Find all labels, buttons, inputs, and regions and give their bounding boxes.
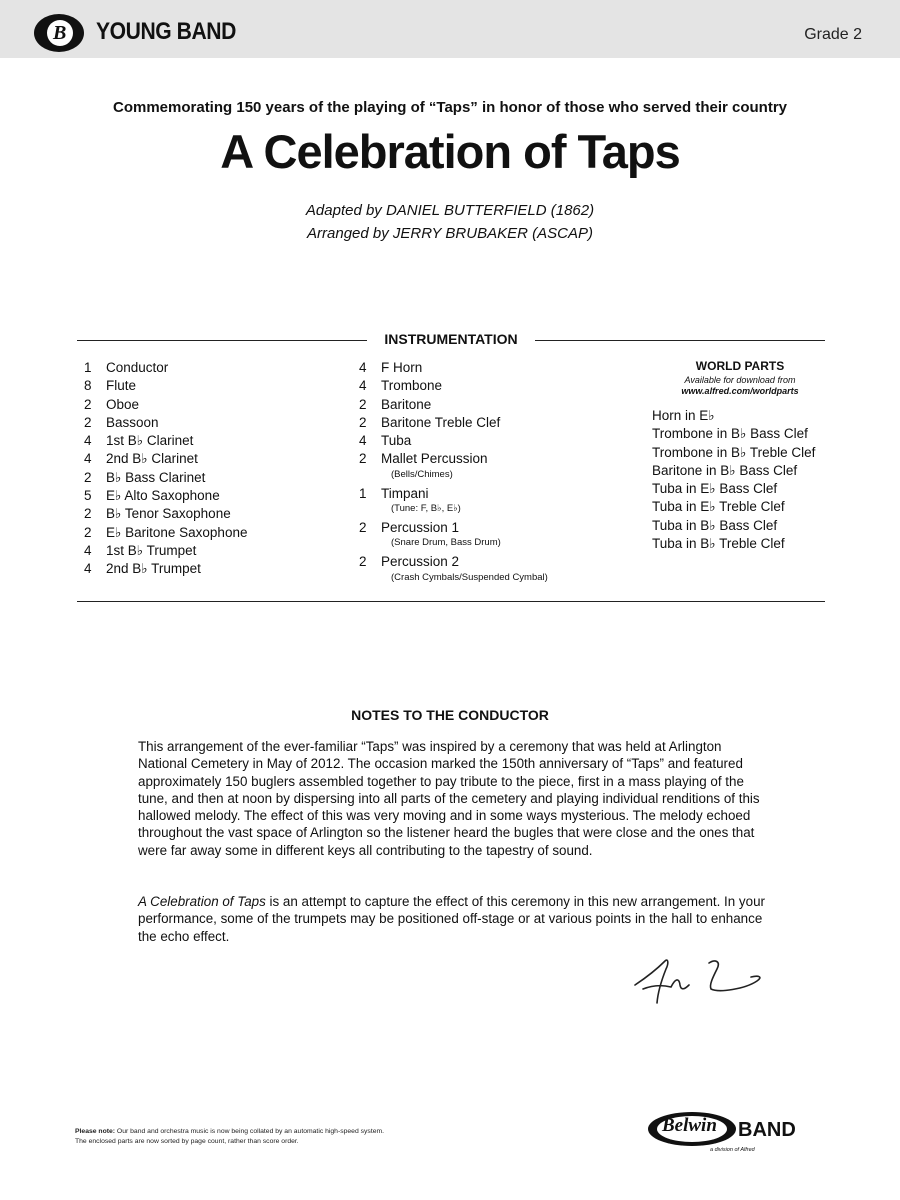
instrument-quantity: 4 — [359, 433, 367, 449]
series-name: YOUNG BAND — [96, 18, 236, 45]
instrument-row — [359, 553, 619, 571]
world-parts-list — [652, 407, 840, 553]
collation-footnote — [75, 1127, 384, 1147]
instrument-quantity: 1 — [359, 485, 367, 501]
instrument-row — [359, 432, 619, 450]
instrument-row — [359, 414, 619, 432]
instrument-row — [84, 487, 344, 505]
instrument-name: Conductor — [106, 360, 169, 375]
page-title: A Celebration of Taps — [220, 125, 680, 178]
world-part-item: Horn in E♭ — [652, 408, 715, 423]
header-band — [0, 0, 900, 58]
instrument-row — [84, 542, 344, 560]
world-parts-url: www.alfred.com/worldparts — [681, 386, 799, 396]
instrument-name: 1st B♭ Trumpet — [106, 542, 197, 558]
world-part-item: Tuba in E♭ Treble Clef — [652, 499, 785, 515]
instrument-row — [84, 396, 344, 414]
instrument-quantity: 2 — [359, 414, 367, 430]
instrument-quantity: 2 — [84, 506, 92, 522]
world-parts-box — [640, 359, 840, 553]
footnote-line-2: The enclosed parts are now sorted by page count, rather than score order. — [75, 1138, 299, 1145]
instrument-name: E♭ Alto Saxophone — [106, 488, 220, 504]
series-logo-icon: B — [34, 14, 84, 52]
world-part-item: Baritone in B♭ Bass Clef — [652, 462, 798, 478]
instrument-quantity: 4 — [84, 451, 92, 467]
instrument-quantity: 8 — [84, 378, 92, 394]
grade-label: Grade 2 — [804, 26, 862, 43]
instrument-name: B♭ Bass Clarinet — [106, 469, 206, 485]
instrument-name: Percussion 1 — [381, 520, 460, 536]
instrument-row — [84, 359, 344, 377]
instrument-name: Baritone Treble Clef — [381, 414, 501, 430]
instrument-row — [359, 396, 619, 414]
footnote-label: Please note: — [75, 1128, 116, 1135]
instrument-list-column-1 — [84, 359, 344, 579]
world-part-item: Tuba in B♭ Bass Clef — [652, 517, 778, 533]
instrument-row — [359, 519, 619, 537]
instrument-row — [84, 524, 344, 542]
instrument-detail: (Bells/Chimes) — [391, 468, 453, 480]
instrument-name: 2nd B♭ Trumpet — [106, 561, 201, 577]
instrument-quantity: 4 — [84, 433, 92, 449]
world-part-item: Trombone in B♭ Treble Clef — [652, 444, 816, 460]
instrument-name: Mallet Percussion — [381, 451, 488, 467]
instrument-name: Oboe — [106, 396, 140, 412]
instrument-row — [84, 377, 344, 395]
instrument-row — [84, 560, 344, 578]
instrument-detail: (Tune: F, B♭, E♭) — [391, 503, 461, 515]
instrument-quantity: 4 — [84, 561, 92, 577]
instrument-name: F Horn — [381, 360, 423, 375]
publisher-subtitle: a division of Alfred — [710, 1147, 755, 1153]
publisher-band-label: BAND — [738, 1119, 796, 1141]
instrument-name: Bassoon — [106, 414, 159, 430]
instrument-quantity: 4 — [84, 542, 92, 558]
world-part-item: Tuba in B♭ Treble Clef — [652, 536, 785, 552]
instrument-row — [359, 377, 619, 395]
adapted-credit: Adapted by DANIEL BUTTERFIELD (1862) — [305, 202, 595, 219]
signature-icon — [625, 955, 770, 1010]
instrumentation-heading: INSTRUMENTATION — [378, 331, 523, 347]
notes-heading: NOTES TO THE CONDUCTOR — [351, 707, 549, 723]
world-parts-subtitle: Available for download from — [684, 375, 796, 385]
world-part-item: Trombone in B♭ Bass Clef — [652, 426, 808, 442]
instrument-quantity: 2 — [84, 396, 92, 412]
instrumentation-heading-rule — [77, 331, 825, 349]
instrument-quantity: 2 — [359, 554, 367, 570]
world-part-item: Tuba in E♭ Bass Clef — [652, 481, 778, 497]
arranged-credit: Arranged by JERRY BRUBAKER (ASCAP) — [307, 225, 593, 242]
divider-rule — [77, 601, 825, 602]
instrument-detail: (Crash Cymbals/Suspended Cymbal) — [391, 571, 548, 583]
notes-piece-title: A Celebration of Taps — [138, 894, 266, 909]
instrument-name: E♭ Baritone Saxophone — [106, 524, 248, 540]
footnote-line-1: Our band and orchestra music is now being collated by an automatic high-speed system. — [115, 1128, 385, 1135]
instrument-list-column-2 — [359, 359, 619, 588]
instrument-row — [359, 450, 619, 468]
instrument-quantity: 2 — [84, 524, 92, 540]
publisher-name: Belwin — [662, 1115, 717, 1136]
instrument-quantity: 2 — [359, 396, 367, 412]
instrument-quantity: 2 — [84, 414, 92, 430]
commemoration-subtitle: Commemorating 150 years of the playing of “Taps” in honor of those who served their country — [113, 99, 787, 116]
instrument-row — [84, 505, 344, 523]
instrument-row — [84, 469, 344, 487]
instrument-row — [84, 450, 344, 468]
instrument-name: Baritone — [381, 396, 432, 412]
notes-paragraph-2-text: is an attempt to capture the effect of this ceremony in this new arrangement. In your performance, some of the trumpets may be positioned off-stage or at various points in the hall to enhance the echo effect. — [138, 894, 765, 944]
instrument-quantity: 2 — [359, 520, 367, 536]
instrument-name: 2nd B♭ Clarinet — [106, 451, 198, 467]
instrument-name: Tuba — [381, 433, 412, 449]
instrument-row — [359, 485, 619, 503]
notes-paragraph-2 — [138, 893, 768, 945]
instrument-row — [359, 359, 619, 377]
instrument-detail: (Snare Drum, Bass Drum) — [391, 537, 501, 549]
publisher-logo — [648, 1108, 828, 1154]
instrument-name: Flute — [106, 378, 137, 394]
instrument-row — [84, 414, 344, 432]
instrument-name: B♭ Tenor Saxophone — [106, 506, 231, 522]
instrument-quantity: 1 — [84, 360, 92, 375]
instrument-row — [84, 432, 344, 450]
instrument-name: Timpani — [381, 485, 429, 501]
instrument-quantity: 4 — [359, 360, 367, 375]
instrument-name: Percussion 2 — [381, 554, 460, 570]
instrument-name: 1st B♭ Clarinet — [106, 433, 194, 449]
notes-paragraph-1: This arrangement of the ever-familiar “Taps” was inspired by a ceremony that was held at Arlington National Cemetery in May of 2012. The occasion marked the 150th anniversary of “Taps” and featured approximately 150 buglers assembled together to pay tribute to the piece, first in a mass playing of the tune, and then at noon by dispersing into all parts of the cemetery and playing individual renditions of this hallowed melody. The effect of this was very moving and in some ways mysterious. The melody echoed throughout the vast space of Arlington so the listener heard the bugles that were close and the ones that were far away some in different keys all contributing to the tapestry of sound. — [138, 739, 760, 858]
instrument-name: Trombone — [381, 378, 443, 394]
world-parts-title: WORLD PARTS — [695, 359, 785, 373]
instrument-quantity: 5 — [84, 488, 92, 504]
instrument-quantity: 2 — [359, 451, 367, 467]
instrument-quantity: 4 — [359, 378, 367, 394]
instrument-quantity: 2 — [84, 469, 92, 485]
